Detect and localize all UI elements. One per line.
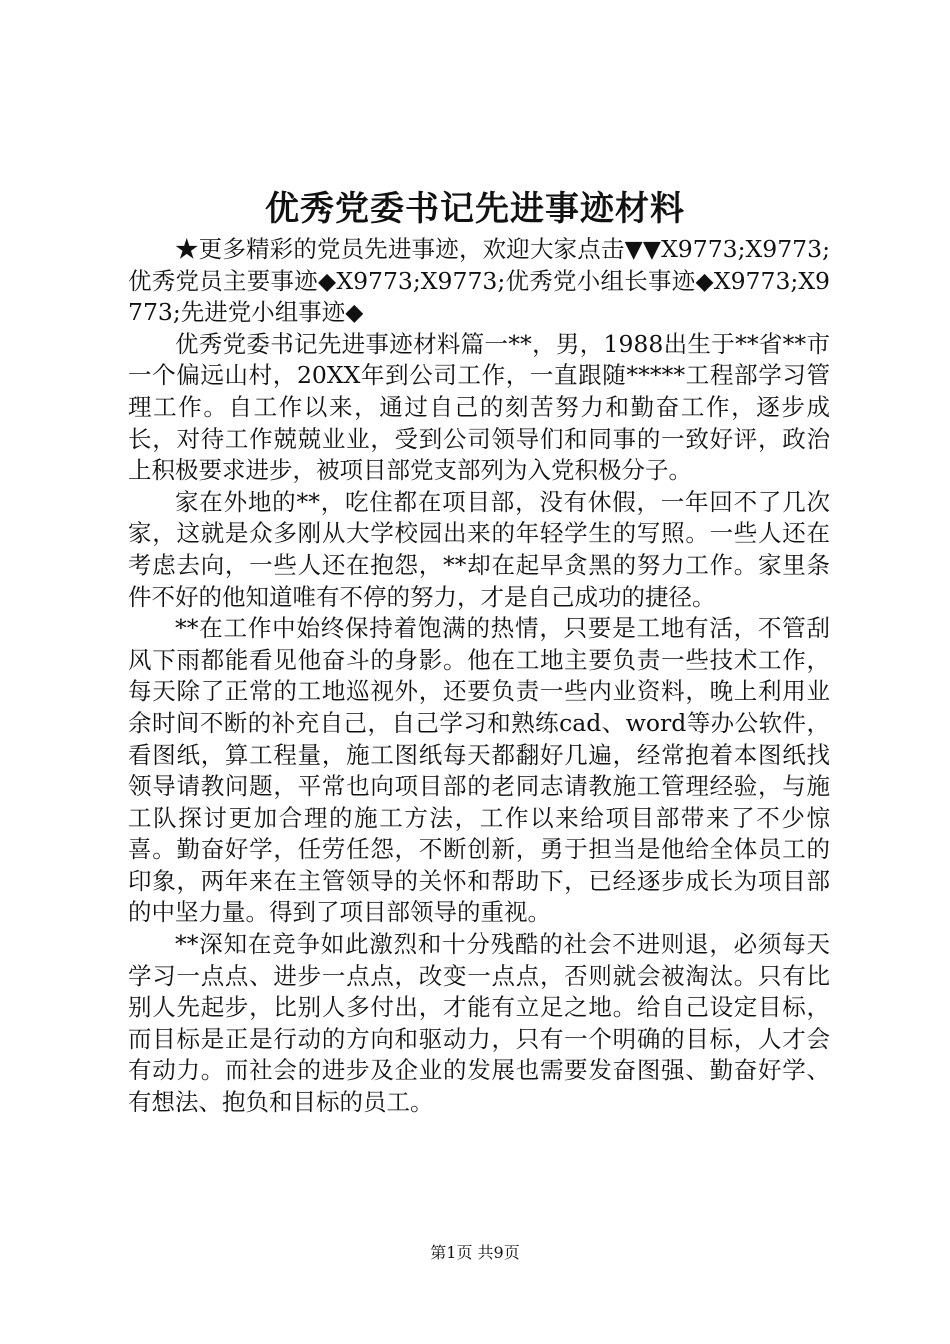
page-number-footer: 第1页 共9页: [430, 1243, 520, 1262]
body-paragraph-4: **深知在竞争如此激烈和十分残酷的社会不进则退，必须每天学习一点点、进步一点点，改变一点点，否则就会被淘汰。只有比别人先起步，比别人多付出，才能有立足之地。给自己设定目标，而目标是正是行动的方向和驱动力，只有一个明确的目标，人才会有动力。而社会的进步及企业的发展也需要发奋图强、勤奋好学、有想法、抱负和目标的员工。: [128, 930, 830, 1117]
body-paragraph-3: **在工作中始终保持着饱满的热情，只要是工地有活，不管刮风下雨都能看见他奋斗的身影。他在工地主要负责一些技术工作，每天除了正常的工地巡视外，还要负责一些内业资料，晚上利用业余时间不断的补充自己，自己学习和熟练cad、word等办公软件，看图纸，算工程量，施工图纸每天都翻好几遍，经常抱着本图纸找领导请教问题，平常也向项目部的老同志请教施工管理经验，与施工队探讨更加合理的施工方法，工作以来给项目部带来了不少惊喜。勤奋好学，任劳任怨，不断创新，勇于担当是他给全体员工的印象，两年来在主管领导的关怀和帮助下，已经逐步成长为项目部的中坚力量。得到了项目部领导的重视。: [128, 614, 830, 927]
body-paragraph-2: 家在外地的**，吃住都在项目部，没有休假，一年回不了几次家，这就是众多刚从大学校园出来的年轻学生的写照。一些人还在考虑去向，一些人还在抱怨，**却在起早贪黑的努力工作。家里条件不好的他知道唯有不停的努力，才是自己成功的捷径。: [128, 487, 830, 611]
promo-paragraph: ★更多精彩的党员先进事迹，欢迎大家点击▼▼X9773;X9773;优秀党员主要事迹◆X9773;X9773;优秀党小组长事迹◆X9773;X9773;先进党小组事迹◆: [128, 235, 830, 327]
body-paragraph-1: 优秀党委书记先进事迹材料篇一**，男，1988出生于**省**市一个偏远山村，20XX年到公司工作，一直跟随*****工程部学习管理工作。自工作以来，通过自己的刻苦努力和勤奋工作，逐步成长，对待工作兢兢业业，受到公司领导们和同事的一致好评，政治上积极要求进步，被项目部党支部列为入党积极分子。: [128, 329, 830, 485]
document-title: 优秀党委书记先进事迹材料: [265, 189, 685, 229]
document-body: [128, 234, 830, 1119]
